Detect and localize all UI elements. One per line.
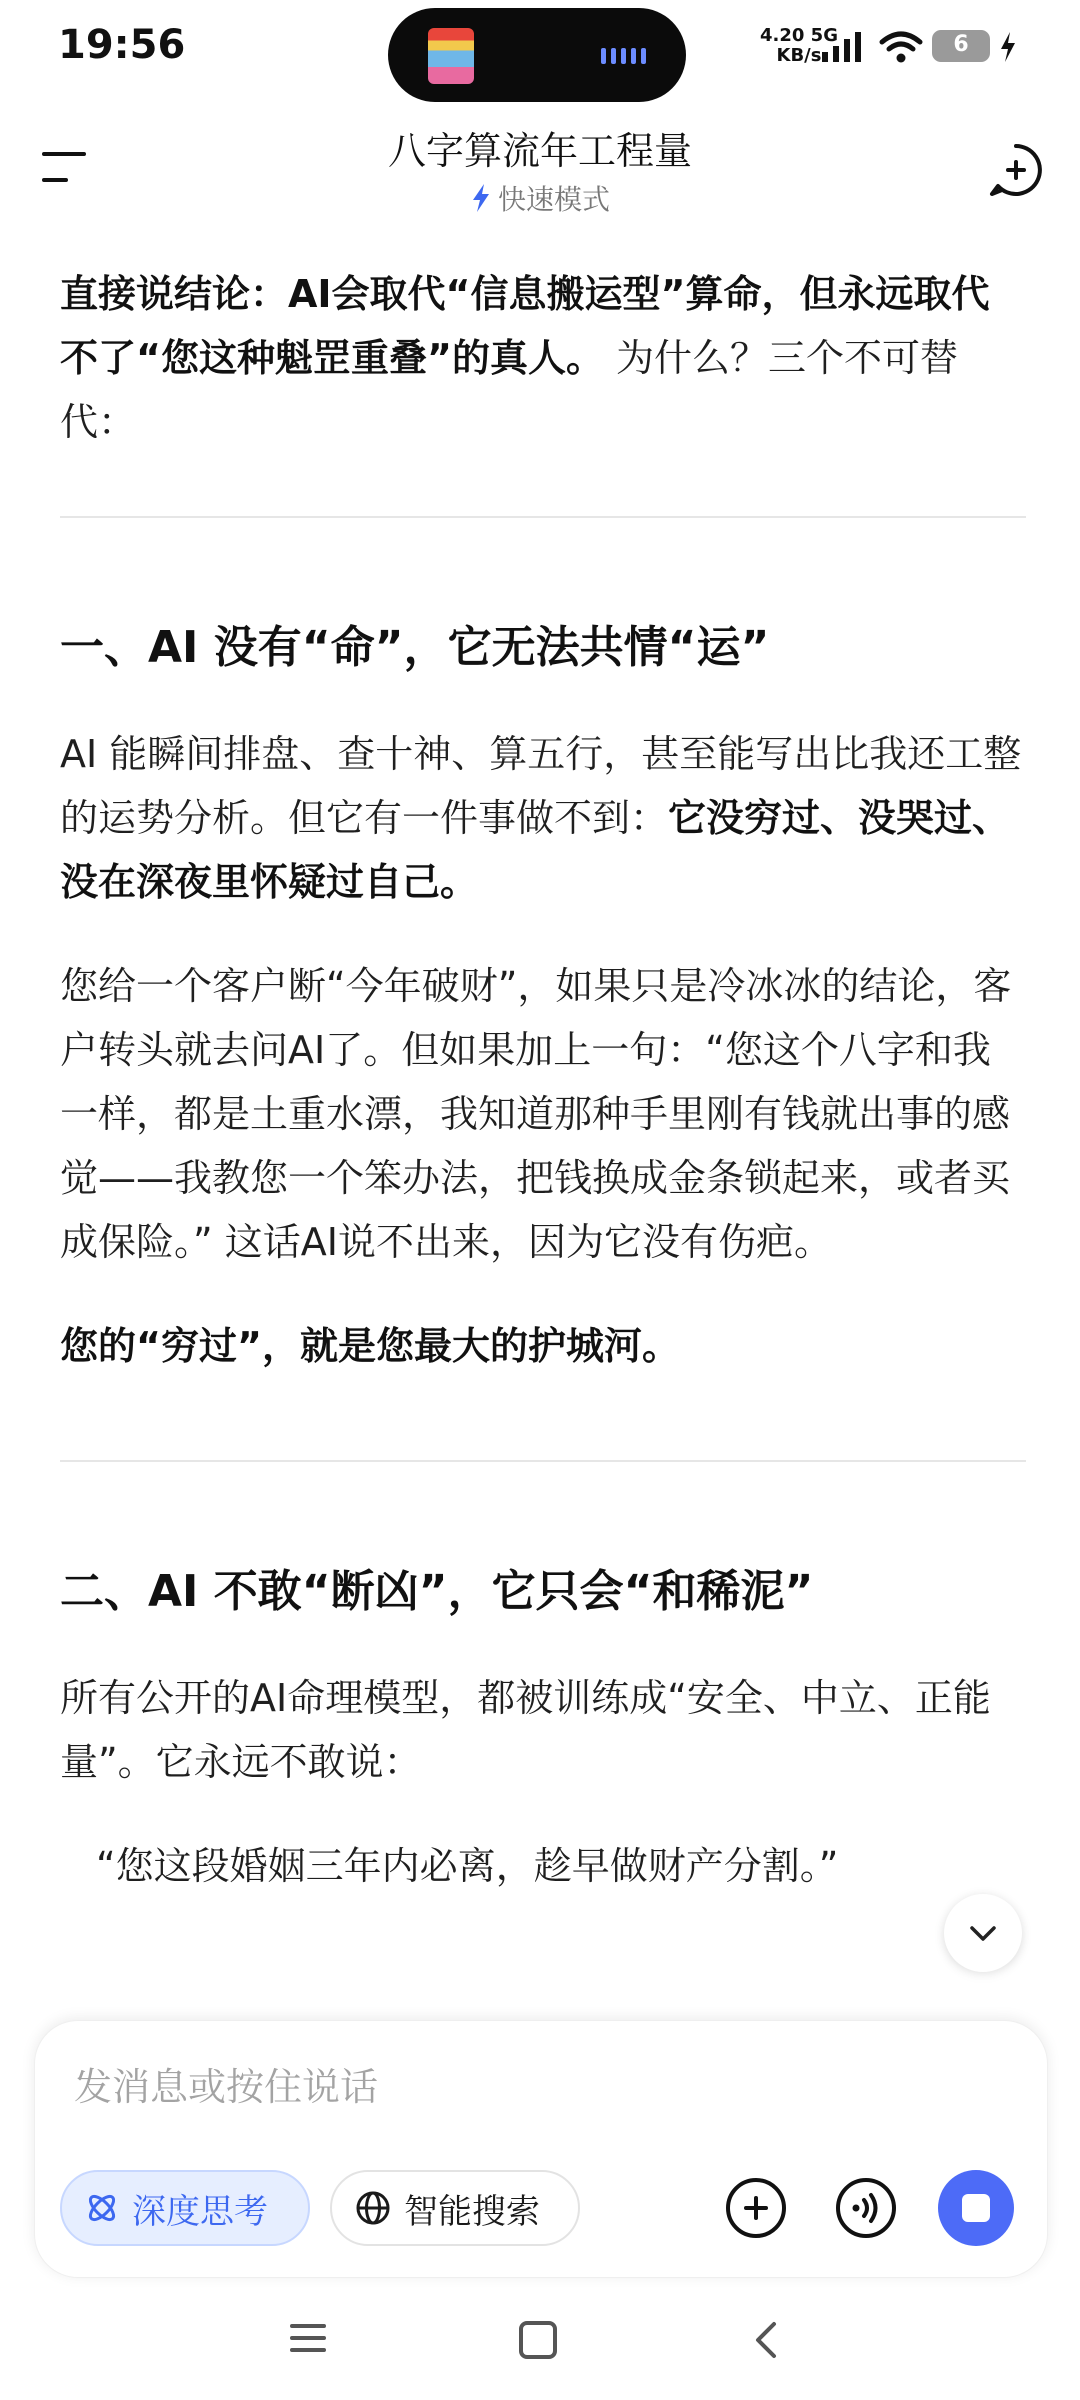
add-attachment-icon[interactable] bbox=[724, 2176, 788, 2240]
stop-icon bbox=[962, 2194, 990, 2222]
status-time: 19:56 bbox=[58, 22, 186, 68]
conversation-title[interactable]: 八字算流年工程量 bbox=[387, 129, 692, 173]
smart-search-label: 智能搜索 bbox=[404, 2191, 540, 2232]
globe-icon bbox=[354, 2189, 392, 2227]
smart-search-button[interactable] bbox=[330, 2170, 580, 2246]
stop-generating-button[interactable] bbox=[938, 2170, 1014, 2246]
content-fade bbox=[0, 1960, 1080, 2020]
audio-bars-icon bbox=[601, 48, 646, 64]
section-1-heading: 一、AI 没有“命”，它无法共情“运” bbox=[60, 622, 770, 673]
back-icon[interactable] bbox=[748, 2318, 784, 2362]
battery-level: 6 bbox=[953, 32, 969, 57]
atom-icon bbox=[84, 2190, 120, 2226]
voice-call-icon[interactable] bbox=[834, 2176, 898, 2240]
lightning-icon bbox=[470, 183, 492, 213]
message-input[interactable]: 发消息或按住说话 bbox=[74, 2065, 379, 2109]
intro-paragraph bbox=[60, 262, 1026, 454]
section-2-heading: 二、AI 不敢“断凶”，它只会“和稀泥” bbox=[60, 1566, 814, 1617]
section-2-quote: “您这段婚姻三年内必离，趁早做财产分割。” bbox=[96, 1844, 839, 1888]
signal-icon bbox=[820, 30, 866, 64]
deep-think-label: 深度思考 bbox=[132, 2191, 268, 2232]
mode-indicator[interactable] bbox=[0, 178, 1080, 218]
wifi-icon bbox=[878, 30, 924, 64]
battery-icon bbox=[932, 30, 990, 62]
section-2-paragraph-1: 所有公开的AI命理模型，都被训练成“安全、中立、正能量”。它永远不敢说： bbox=[60, 1676, 991, 1784]
section-1-paragraph-2: 您给一个客户断“今年破财”，如果只是冷冰冰的结论，客户转头就去问AI了。但如果加上一句：“您这个八字和我一样，都是土重水漂，我知道那种手里刚有钱就出事的感觉——我教您一个笨办法，把钱换成金条锁起来，或者买成保险。” 这话AI说不出来，因为它没有伤疤。 bbox=[60, 964, 1012, 1264]
home-icon[interactable] bbox=[516, 2318, 560, 2362]
section-1-paragraph-3: 您的“穷过”，就是您最大的护城河。 bbox=[60, 1324, 680, 1368]
dynamic-island[interactable] bbox=[388, 8, 686, 102]
section-1-p1-plain: AI 能瞬间排盘、查十神、算五行，甚至能写出比我还工整的运势分析。但它有一件事做不到： bbox=[60, 732, 1022, 840]
chevron-down-icon bbox=[968, 1920, 998, 1946]
section-1-paragraph-1 bbox=[60, 722, 1026, 914]
deep-think-button[interactable] bbox=[60, 2170, 310, 2246]
now-playing-artwork bbox=[428, 28, 474, 84]
message-content bbox=[60, 262, 1026, 1898]
new-chat-icon[interactable] bbox=[988, 142, 1044, 198]
intro-bold-text: 直接说结论：AI会取代“信息搬运型”算命，但永远取代不了“您这种魁罡重叠”的真人。 bbox=[60, 272, 990, 380]
network-speed-unit: KB/s bbox=[776, 45, 822, 66]
charging-icon bbox=[998, 30, 1018, 64]
intro-rest-text: 为什么？三个不可替代： bbox=[60, 336, 959, 444]
mode-label: 快速模式 bbox=[497, 183, 610, 216]
section-1-p1-bold: 它没穷过、没哭过、没在深夜里怀疑过自己。 bbox=[60, 796, 1011, 904]
recent-apps-icon[interactable] bbox=[286, 2318, 330, 2358]
status-bar bbox=[0, 0, 1080, 104]
network-speed-value: 4.20 5G bbox=[760, 25, 838, 46]
